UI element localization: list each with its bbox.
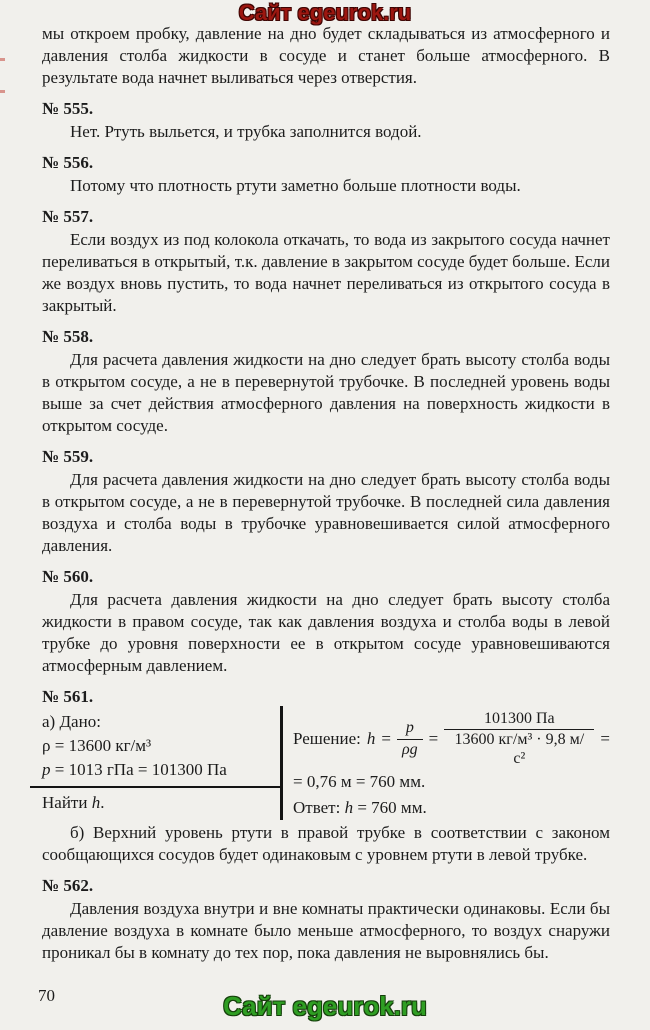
solution-column — [283, 710, 610, 820]
problem-answer-557: Если воздух из под колокола откачать, то вода из закрытого сосуда начнет переливаться в открытый, т.к. давление в закрытом сосуде будет больше. Если же воздух вновь пустить, то вода начнет переливаться из открытого сосуда в закрытый. — [42, 230, 610, 315]
problem-number-562: № 562. — [42, 876, 94, 896]
pressure-value: = 1013 гПа = 101300 Па — [50, 760, 227, 779]
solution-label: Решение: — [293, 729, 361, 749]
pressure-symbol: p — [42, 760, 51, 779]
equals-sign-2: = — [428, 729, 439, 749]
given-column — [30, 710, 280, 820]
problem-number-556: № 556. — [42, 153, 94, 172]
answer-variable: h — [344, 798, 354, 818]
problem-561-part-b: б) Верхний уровень ртути в правой трубке в соответствии с законом сообщающихся сосудов будет одинаковым с уровнем ртути в левой трубке. — [42, 823, 610, 865]
answer-label: Ответ: — [293, 798, 345, 818]
problem-answer-559: Для расчета давления жидкости на дно следует брать высоту столба воды в открытом сосуде, а не в перевернутой трубочке. В последней сила давления воздуха и столба воды в трубочке уравновешивается силой атмосферного давления. — [42, 470, 610, 555]
problem-number-557: № 557. — [42, 207, 94, 226]
fraction-symbolic — [397, 719, 423, 759]
height-variable: h — [366, 729, 376, 749]
problem-answer-555: Нет. Ртуть выльется, и трубка заполнится водой. — [70, 122, 422, 141]
scan-artifact-tick — [0, 90, 5, 93]
given-density: ρ = 13600 кг/м³ — [42, 736, 152, 755]
site-watermark-header: Сайт egeurok.ru — [238, 0, 412, 25]
problem-number-560: № 560. — [42, 567, 94, 586]
equals-sign-1: = — [381, 729, 391, 749]
find-label: Найти — [42, 793, 92, 812]
solution-formula — [293, 710, 610, 768]
solution-result: = 0,76 м = 760 мм. — [293, 772, 426, 792]
problem-number-555: № 555. — [42, 99, 94, 118]
find-variable: h — [91, 793, 101, 812]
page-content — [0, 23, 650, 964]
fraction-numerator-p: p — [397, 719, 423, 739]
page-number: 70 — [38, 986, 55, 1005]
problem-answer-558: Для расчета давления жидкости на дно следует брать высоту столба воды в открытом сосуде, а не в перевернутой трубочке. В последней уровень воды выше за счет действия атмосферного давления на поверхность жидкости в открытом сосуде. — [42, 350, 610, 435]
problem-answer-560: Для расчета давления жидкости на дно следует брать высоту столба жидкости в правом сосуде, так как давления воздуха и столба воды в левой трубке до уровня поверхности ее в открытом сосуде уравновешиваются атмосферным давлением. — [42, 590, 610, 675]
fraction-numeric — [444, 710, 594, 768]
given-label: а) Дано: — [42, 712, 101, 731]
fraction-denominator-value: 13600 кг/м³ · 9,8 м/с² — [454, 731, 585, 767]
find-punct: . — [100, 793, 105, 812]
find-line — [30, 786, 280, 815]
given-pressure — [42, 758, 280, 782]
answer-value: = 760 мм. — [353, 798, 427, 818]
problem-number-559: № 559. — [42, 447, 94, 466]
problem-number-558: № 558. — [42, 327, 94, 346]
problem-answer-556: Потому что плотность ртути заметно больше плотности воды. — [70, 176, 521, 195]
fraction-numerator-value: 101300 Па — [444, 710, 594, 730]
problem-number-561: № 561. — [42, 687, 94, 706]
fraction-denominator-rho-g: ρg — [401, 740, 418, 758]
answer-line — [293, 796, 610, 820]
equals-sign-3: = — [600, 729, 610, 749]
intro-paragraph: мы откроем пробку, давление на дно будет складываться из атмосферного и давления столба жидкости в сосуде и станет больше атмосферного. В результате вода начнет выливаться через отверстия. — [42, 24, 610, 87]
site-watermark-footer: Сайт egeurok.ru — [223, 991, 427, 1021]
given-solution-block — [30, 710, 610, 820]
scan-artifact-tick — [0, 58, 5, 61]
problem-answer-562: Давления воздуха внутри и вне комнаты практически одинаковы. Если бы давление воздуха в комнате было меньше атмосферного, то воздух снаружи проникал бы в комнату до тех пор, пока давления не выровнялись бы. — [42, 899, 610, 963]
